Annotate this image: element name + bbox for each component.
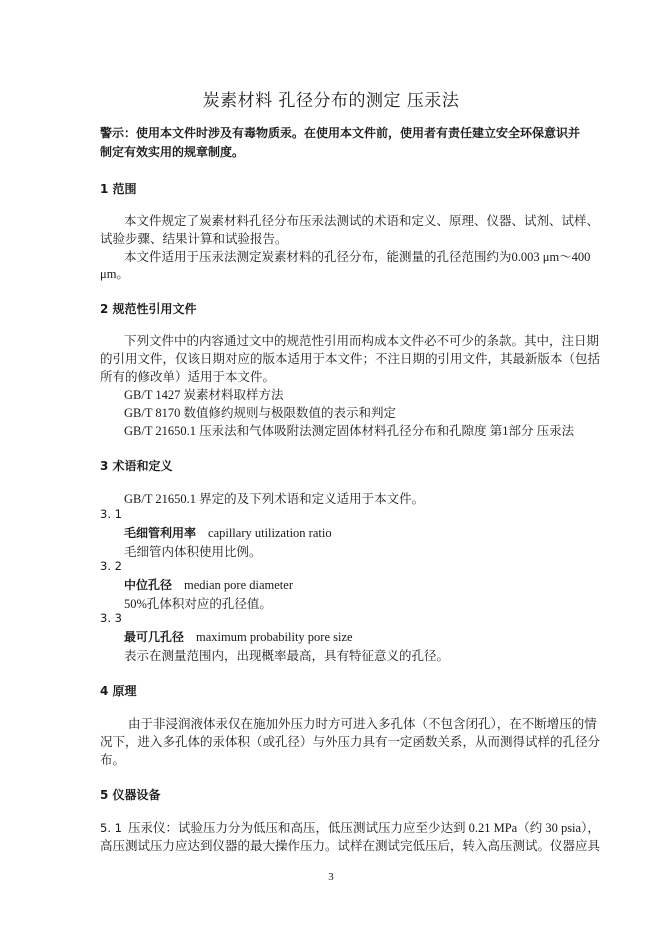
section-4-heading: 4 原理 xyxy=(100,684,137,698)
s1-paragraph-1-line-2: 试验步骤、结果计算和试验报告。 xyxy=(100,232,288,246)
s5-1-line-2: 高压测试压力应达到仪器的最大操作压力。试样在测试完低压后，转入高压测试。仪器应具 xyxy=(100,839,601,853)
term-english: maximum probability pore size xyxy=(196,630,353,644)
section-3-heading: 3 术语和定义 xyxy=(100,459,173,473)
term-title xyxy=(124,576,293,594)
reference-item: GB/T 8170 数值修约规则与极限数值的表示和判定 xyxy=(124,406,396,420)
term-title xyxy=(124,524,332,542)
term-number: 3. 1 xyxy=(100,507,122,521)
warning-line-2: 制定有效实用的规章制度。 xyxy=(100,145,245,159)
reference-item: GB/T 1427 炭素材料取样方法 xyxy=(124,388,284,402)
term-definition: 50%孔体积对应的孔径值。 xyxy=(124,597,272,611)
term-number: 3. 2 xyxy=(100,559,122,573)
s3-intro: GB/T 21650.1 界定的及下列术语和定义适用于本文件。 xyxy=(124,492,425,506)
reference-item: GB/T 21650.1 压汞法和气体吸附法测定固体材料孔径分布和孔隙度 第1部分 压汞法 xyxy=(124,424,575,438)
clause-number: 5. 1 xyxy=(100,821,122,835)
s4-paragraph-line-1: 由于非浸润液体汞仅在施加外压力时方可进入多孔体（不包含闭孔），在不断增压的情 xyxy=(128,717,597,731)
section-2-heading: 2 规范性引用文件 xyxy=(100,302,197,316)
s1-paragraph-2-line-2: μm。 xyxy=(100,267,129,281)
section-1-heading: 1 范围 xyxy=(100,182,137,196)
term-title xyxy=(124,628,353,646)
term-english: capillary utilization ratio xyxy=(208,526,332,540)
s1-paragraph-2-line-1: 本文件适用于压汞法测定炭素材料的孔径分布，能测量的孔径范围约为0.003 μm～400 xyxy=(124,250,591,264)
page-number: 3 xyxy=(328,871,334,883)
term-definition: 毛细管内体积使用比例。 xyxy=(124,545,262,559)
term-chinese: 最可几孔径 xyxy=(124,630,185,644)
term-english: median pore diameter xyxy=(184,578,293,592)
s2-paragraph-line-1: 下列文件中的内容通过文中的规范性引用而构成本文件必不可少的条款。其中，注日期 xyxy=(124,334,600,348)
s1-paragraph-1-line-1: 本文件规定了炭素材料孔径分布压汞法测试的术语和定义、原理、仪器、试剂、试样、 xyxy=(124,214,600,228)
s4-paragraph-line-2: 况下，进入多孔体的汞体积（或孔径）与外压力具有一定函数关系，从而测得试样的孔径分 xyxy=(100,735,601,749)
term-chinese: 毛细管利用率 xyxy=(124,526,197,540)
term-number: 3. 3 xyxy=(100,611,122,625)
s5-1-line-1 xyxy=(100,818,600,837)
s5-1-text: 压汞仪：试验压力分为低压和高压，低压测试压力应至少达到 0.21 MPa（约 30 psia）， xyxy=(127,821,600,835)
term-chinese: 中位孔径 xyxy=(124,578,173,592)
section-5-heading: 5 仪器设备 xyxy=(100,788,161,802)
term-definition: 表示在测量范围内，出现概率最高，具有特征意义的孔径。 xyxy=(124,649,450,663)
s4-paragraph-line-3: 布。 xyxy=(100,753,126,767)
s2-paragraph-line-2: 的引用文件，仅该日期对应的版本适用于本文件；不注日期的引用文件，其最新版本（包括 xyxy=(100,352,601,366)
s2-paragraph-line-3: 所有的修改单）适用于本文件。 xyxy=(100,370,276,384)
document-title: 炭素材料 孔径分布的测定 压汞法 xyxy=(202,91,460,111)
warning-line-1: 警示：使用本文件时涉及有毒物质汞。在使用本文件前，使用者有责任建立安全环保意识并 xyxy=(100,126,581,140)
